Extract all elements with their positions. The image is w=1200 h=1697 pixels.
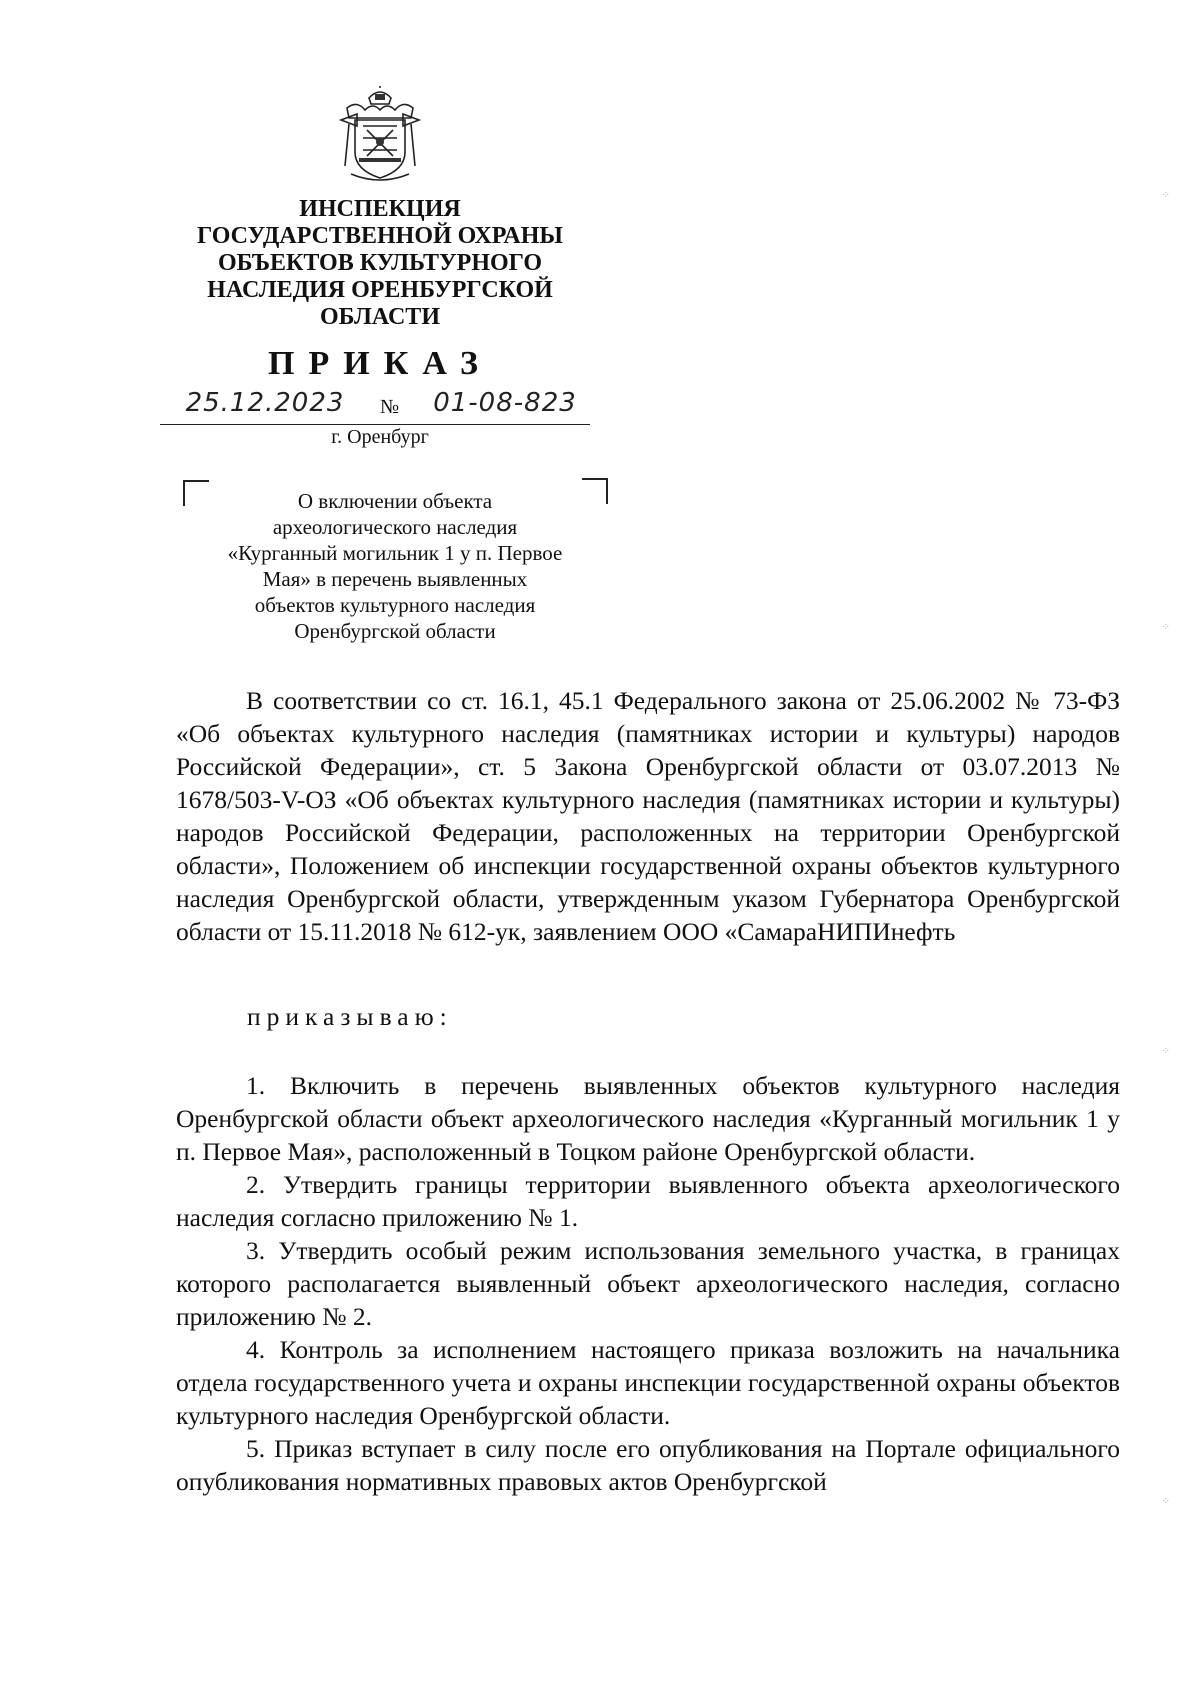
order-item: 5. Приказ вступает в силу после его опубликования на Портале официального опубликования нормативных правовых актов Оренбургской: [176, 1434, 1120, 1496]
order-word: приказываю:: [247, 1002, 453, 1031]
subject-line: О включении объекта: [297, 489, 493, 513]
subject-line: «Курганный могильник 1 у п. Первое: [227, 541, 563, 565]
handwritten-date: 25.12.2023: [185, 388, 345, 418]
issuer-line: ОБЛАСТИ: [320, 304, 440, 330]
scan-speck: ⁘: [1161, 1046, 1170, 1057]
order-item: 4. Контроль за исполнением настоящего приказа возложить на начальника отдела государственного учета и охраны инспекции государственной охраны объектов культурного наследия Оренбургской области.: [176, 1335, 1120, 1430]
issuer-line: ИНСПЕКЦИЯ: [299, 196, 461, 222]
issuer-header: [160, 196, 600, 331]
subject-line: объектов культурного наследия: [254, 593, 536, 617]
subject-block: [195, 488, 595, 644]
preamble-block: [176, 684, 1120, 948]
city-label: г. Оренбург: [331, 426, 429, 448]
order-items: [176, 1069, 1120, 1498]
order-item: 2. Утвердить границы территории выявленного объекта археологического наследия согласно приложению № 1.: [176, 1170, 1120, 1232]
issuer-line: ОБЪЕКТОВ КУЛЬТУРНОГО: [217, 250, 543, 276]
coat-of-arms-emblem: [335, 86, 425, 186]
subject-line: Оренбургской области: [294, 619, 496, 643]
subject-line: Мая» в перечень выявленных: [262, 567, 528, 591]
registration-line: [160, 388, 580, 424]
scan-speck: ⁘: [1161, 622, 1170, 633]
number-label: №: [380, 396, 400, 418]
preamble-paragraph: В соответствии со ст. 16.1, 45.1 Федерального закона от 25.06.2002 № 73-ФЗ «Об объектах культурного наследия (памятниках истории и культуры) народов Российской Федерации», ст. 5 Закона Оренбургской области от 03.07.2013 № 1678/503-V-ОЗ «Об объектах культурного наследия (памятниках истории и культуры) народов Российской Федерации, расположенных на территории Оренбургской области», Положением об инспекции государственной охраны объектов культурного наследия Оренбургской области, утвержденным указом Губернатора Оренбургской области от 15.11.2018 № 612-ук, заявлением ООО «СамараНИПИнефть: [176, 686, 1120, 946]
issuer-line: НАСЛЕДИЯ ОРЕНБУРГСКОЙ: [207, 277, 553, 303]
handwritten-number: 01-08-823: [433, 388, 577, 418]
issuer-line: ГОСУДАРСТВЕННОЙ ОХРАНЫ: [197, 223, 563, 249]
scan-speck: ⁘: [1161, 1496, 1170, 1507]
order-item: 3. Утвердить особый режим использования земельного участка, в границах которого располагается выявленный объект археологического наследия, согласно приложению № 2.: [176, 1236, 1120, 1331]
registration-underline: [160, 424, 590, 425]
order-item: 1. Включить в перечень выявленных объектов культурного наследия Оренбургской области объект археологического наследия «Курганный могильник 1 у п. Первое Мая», расположенный в Тоцком районе Оренбургской области.: [176, 1071, 1120, 1166]
scan-speck: ⁘: [1161, 190, 1170, 201]
document-type-title: ПРИКАЗ: [268, 345, 492, 382]
subject-line: археологического наследия: [272, 515, 518, 539]
